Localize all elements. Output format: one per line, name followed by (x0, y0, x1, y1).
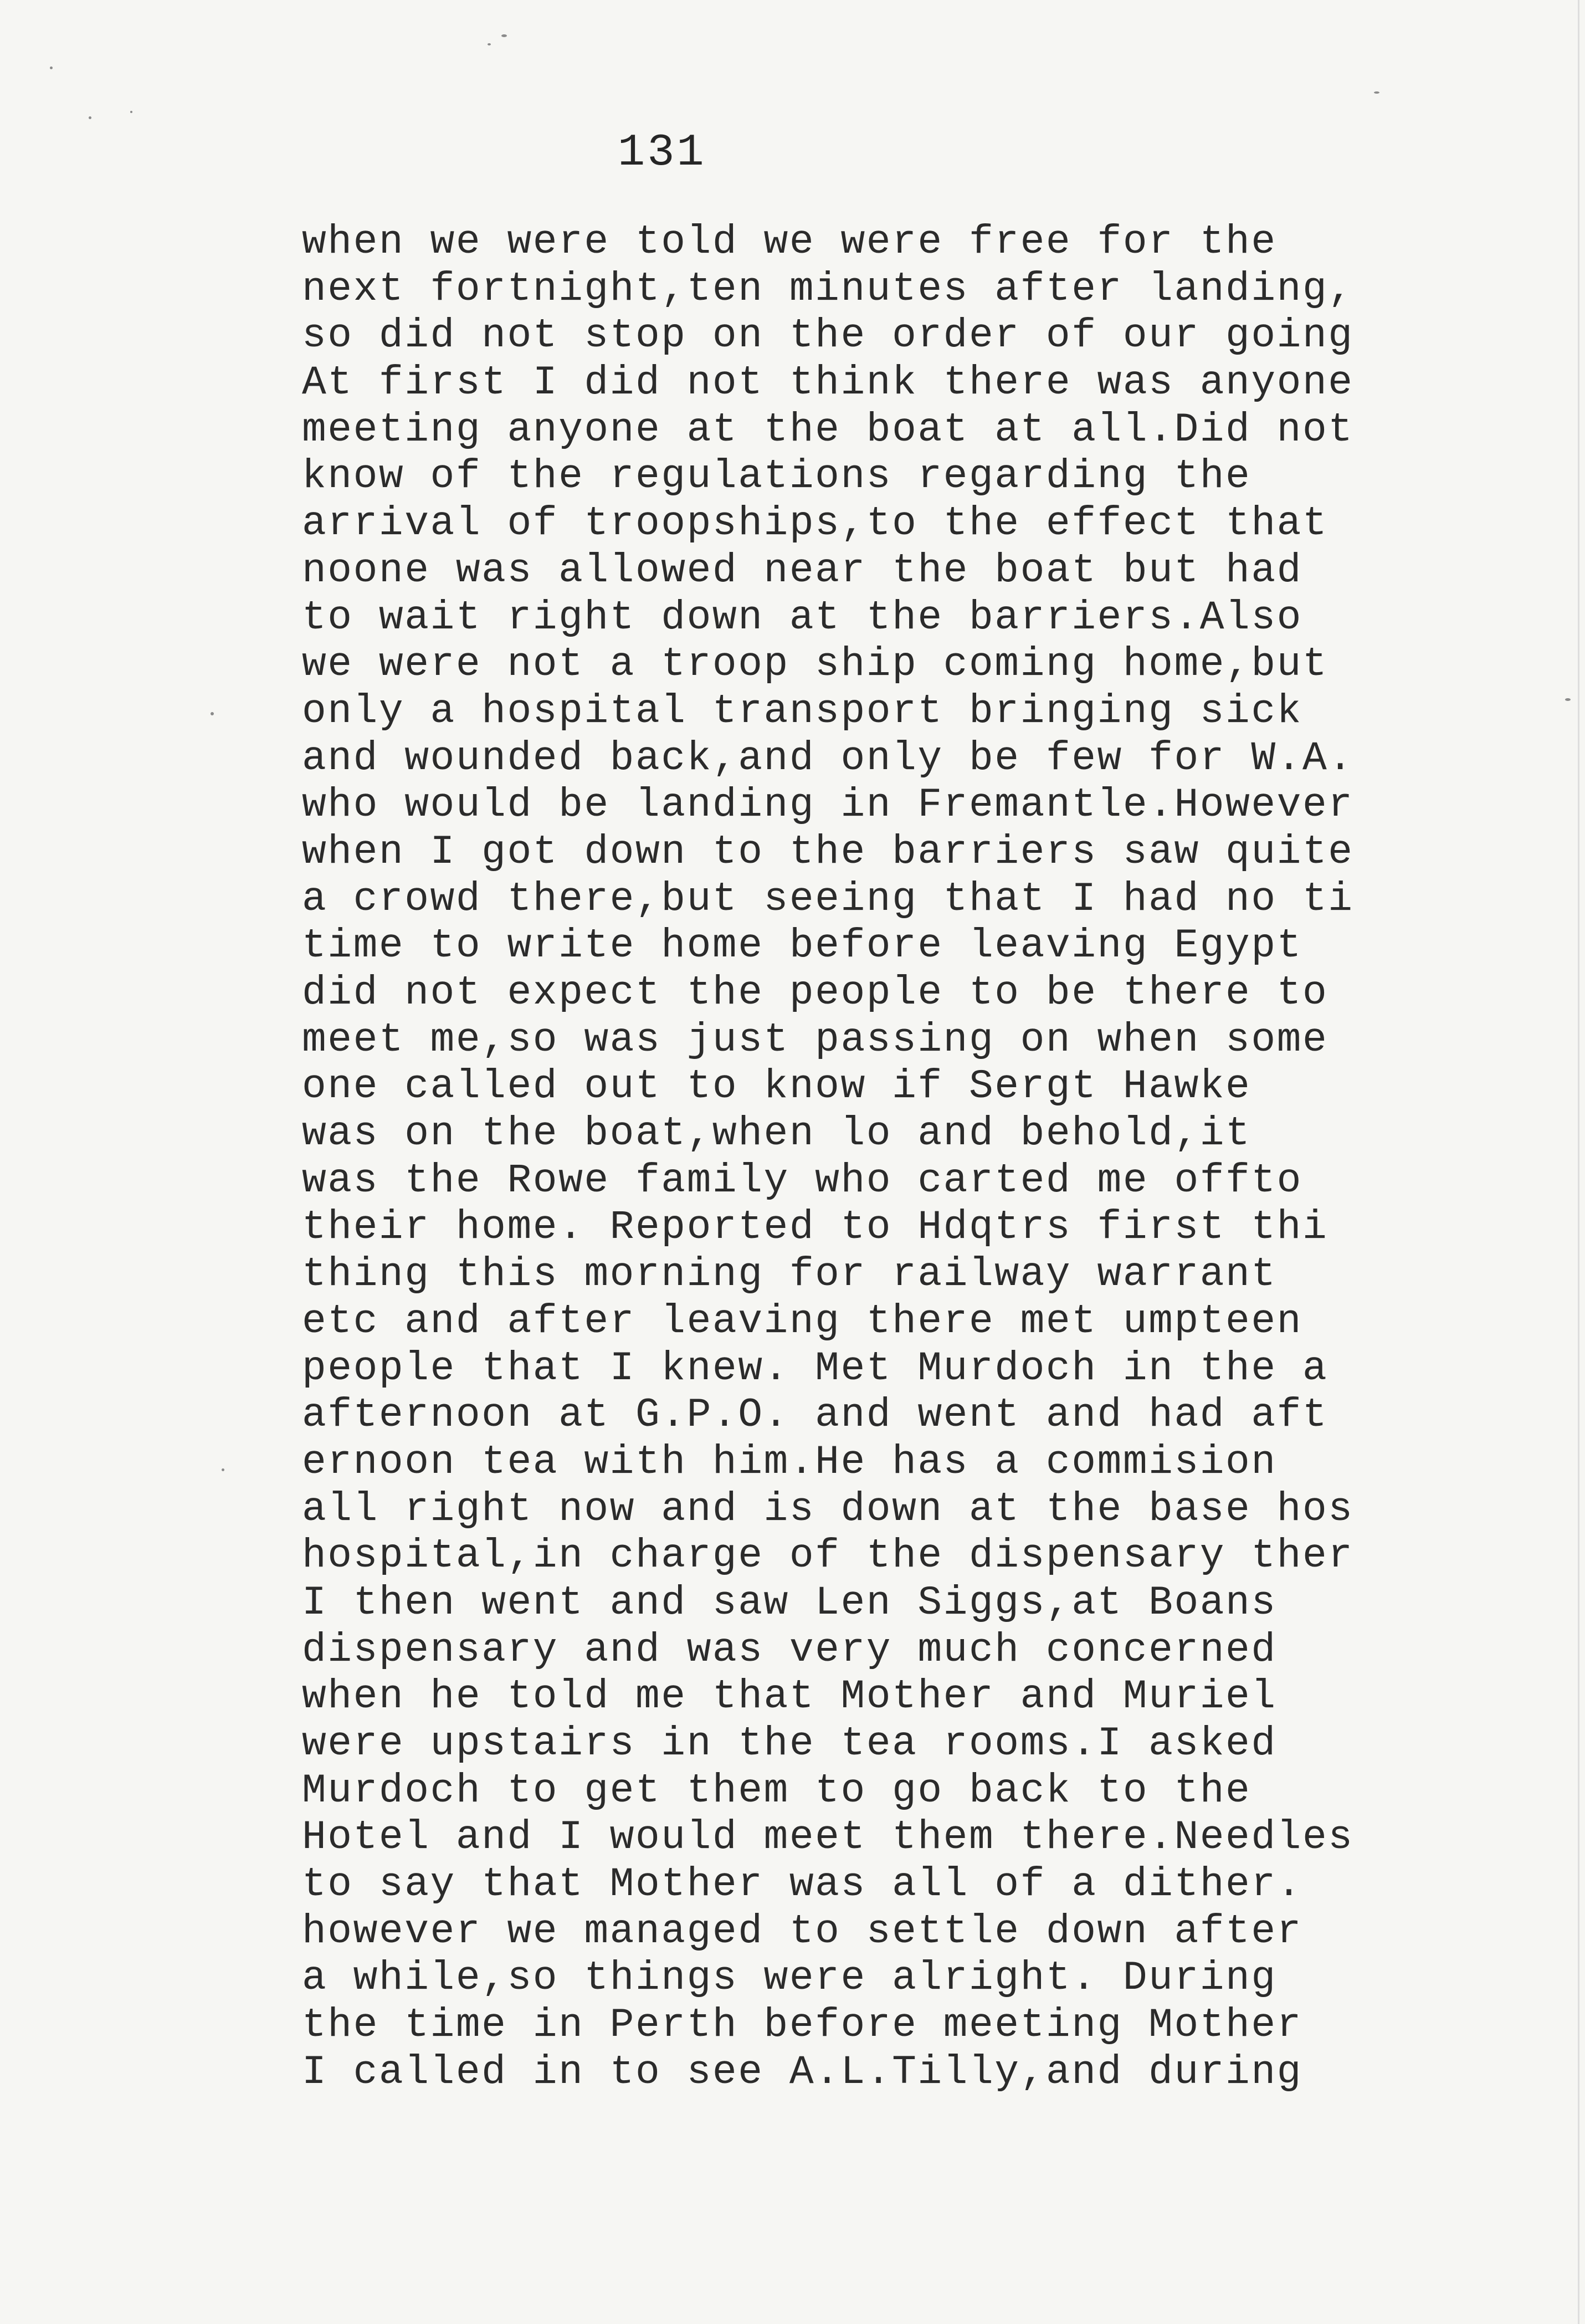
text-line: when I got down to the barriers saw quite (302, 828, 1354, 875)
text-line: afternoon at G.P.O. and went and had aft (302, 1392, 1328, 1439)
ink-speck (89, 116, 91, 119)
text-line: I called in to see A.L.Tilly,and during (302, 2049, 1302, 2095)
ink-speck (50, 66, 53, 69)
ink-speck (1374, 91, 1379, 94)
text-line: hospital,in charge of the dispensary ther (302, 1533, 1354, 1579)
text-line: the time in Perth before meeting Mother (302, 2002, 1302, 2049)
text-line: dispensary and was very much concerned (302, 1626, 1277, 1673)
text-line: one called out to know if Sergt Hawke (302, 1063, 1251, 1110)
text-line: all right now and is down at the base hos (302, 1486, 1354, 1532)
ink-speck (488, 43, 491, 45)
ink-speck (211, 712, 214, 715)
ink-speck (1565, 698, 1571, 701)
ink-speck (130, 111, 132, 113)
text-line: etc and after leaving there met umpteen (302, 1298, 1302, 1344)
text-line: was the Rowe family who carted me offto (302, 1157, 1302, 1204)
text-line: was on the boat,when lo and behold,it (302, 1110, 1251, 1157)
text-line: did not expect the people to be there to (302, 970, 1328, 1016)
text-line: I then went and saw Len Siggs,at Boans (302, 1579, 1277, 1626)
text-line: a crowd there,but seeing that I had no ti (302, 876, 1354, 922)
text-line: only a hospital transport bringing sick (302, 688, 1302, 734)
typed-text-body (302, 219, 1521, 2096)
text-line: when we were told we were free for the (302, 219, 1277, 265)
text-line: however we managed to settle down after (302, 1908, 1302, 1954)
text-line: were upstairs in the tea rooms.I asked (302, 1721, 1277, 1767)
page-number: 131 (618, 127, 706, 178)
text-line: noone was allowed near the boat but had (302, 547, 1302, 593)
text-line: At first I did not think there was anyone (302, 360, 1354, 406)
text-line: next fortnight,ten minutes after landing, (302, 265, 1354, 312)
text-line: Hotel and I would meet them there.Needles (302, 1814, 1354, 1861)
text-line: and wounded back,and only be few for W.A. (302, 735, 1354, 781)
ink-speck (501, 34, 507, 37)
text-line: arrival of troopships,to the effect that (302, 500, 1328, 547)
text-line: Murdoch to get them to go back to the (302, 1767, 1251, 1814)
ink-speck (222, 1468, 224, 1471)
text-line: time to write home before leaving Egypt (302, 923, 1302, 969)
page-edge (1578, 0, 1579, 2324)
text-line: their home. Reported to Hdqtrs first thi (302, 1204, 1328, 1251)
text-line: to wait right down at the barriers.Also (302, 594, 1302, 641)
text-line: who would be landing in Fremantle.However (302, 782, 1354, 828)
text-line: to say that Mother was all of a dither. (302, 1861, 1302, 1908)
text-line: a while,so things were alright. During (302, 1955, 1277, 2001)
text-line: ernoon tea with him.He has a commision (302, 1439, 1277, 1485)
text-line: thing this morning for railway warrant (302, 1251, 1277, 1298)
text-line: meeting anyone at the boat at all.Did not (302, 406, 1354, 453)
text-line: know of the regulations regarding the (302, 453, 1251, 500)
text-line: meet me,so was just passing on when some (302, 1016, 1328, 1063)
text-line: when he told me that Mother and Muriel (302, 1673, 1277, 1720)
text-line: people that I knew. Met Murdoch in the a (302, 1345, 1328, 1391)
text-line: we were not a troop ship coming home,but (302, 641, 1328, 688)
text-line: so did not stop on the order of our going (302, 313, 1354, 359)
